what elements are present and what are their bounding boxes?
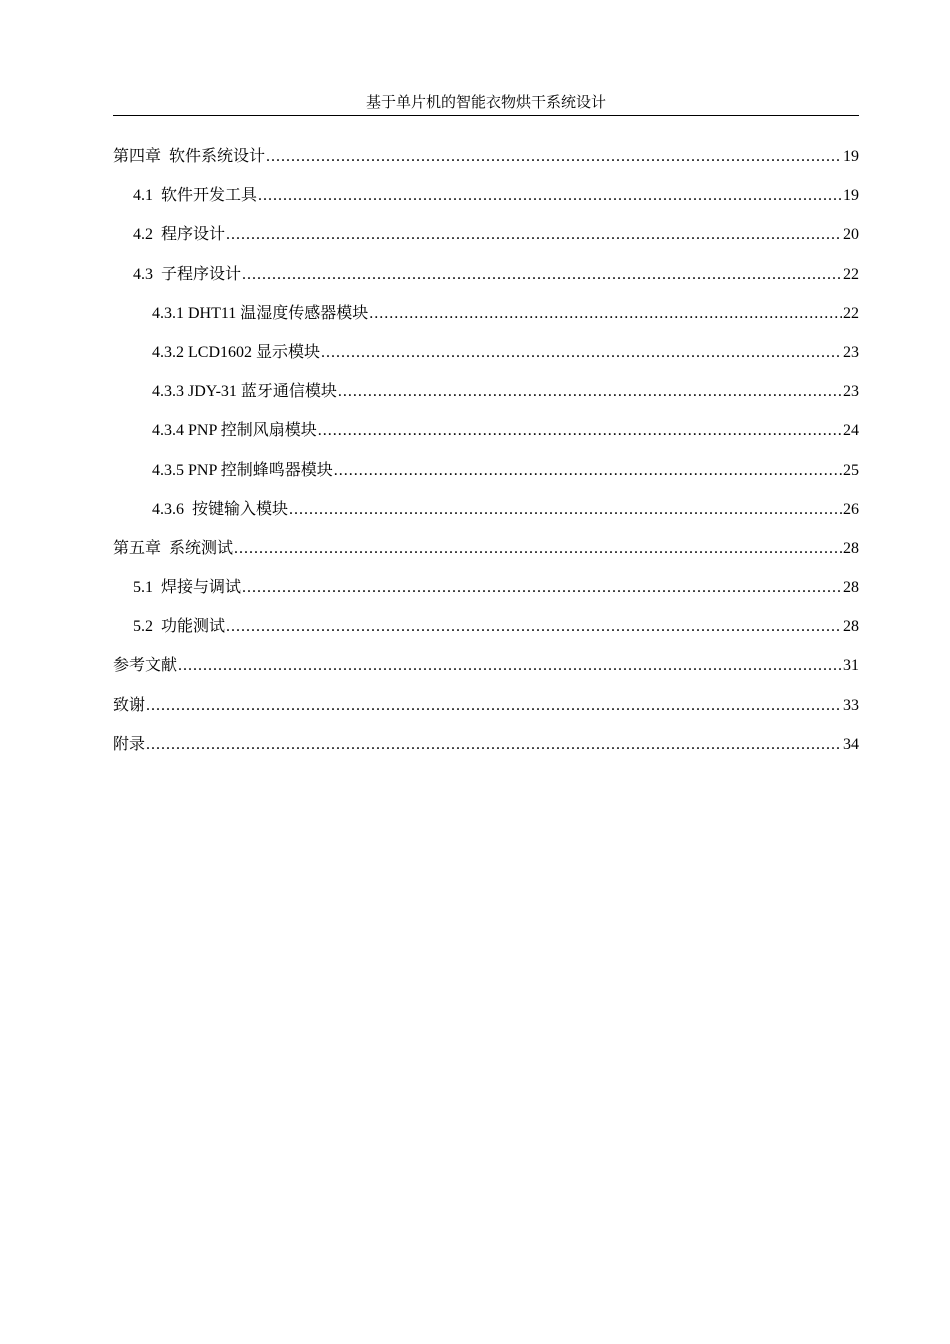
page-header: 基于单片机的智能衣物烘干系统设计 <box>365 95 606 111</box>
toc-page-number: 22 <box>843 265 859 283</box>
toc-dot-leader <box>266 146 842 168</box>
toc-entry-title: 4.3.4 PNP 控制风扇模块 <box>152 422 317 440</box>
toc-page-number: 22 <box>843 304 859 322</box>
toc-entry[interactable] <box>113 303 859 342</box>
toc-entry-title: 4.3.5 PNP 控制蜂鸣器模块 <box>152 461 333 479</box>
table-of-contents <box>113 146 859 773</box>
toc-page-number: 33 <box>843 696 859 714</box>
toc-dot-leader <box>242 577 842 599</box>
toc-entry[interactable] <box>113 655 859 694</box>
toc-dot-leader <box>178 655 842 677</box>
toc-page-number: 28 <box>843 539 859 557</box>
toc-entry-title: 4.1 软件开发工具 <box>133 187 258 205</box>
toc-entry-title: 第五章 系统测试 <box>113 539 234 557</box>
toc-entry-title: 第四章 软件系统设计 <box>113 148 266 165</box>
toc-entry[interactable] <box>113 577 859 616</box>
toc-dot-leader <box>226 224 842 246</box>
header-rule <box>113 115 859 116</box>
toc-page-number: 24 <box>843 422 859 440</box>
toc-page-number: 31 <box>843 657 859 675</box>
toc-page-number: 28 <box>843 618 859 636</box>
toc-entry[interactable] <box>113 734 859 773</box>
toc-dot-leader <box>234 538 842 560</box>
toc-page-number: 20 <box>843 226 859 244</box>
toc-entry-title: 5.1 焊接与调试 <box>133 579 242 597</box>
toc-entry-title: 4.2 程序设计 <box>133 226 226 244</box>
toc-dot-leader <box>242 264 842 286</box>
toc-page-number: 25 <box>843 461 859 479</box>
toc-entry-title: 致谢 <box>113 696 146 714</box>
toc-entry[interactable] <box>113 342 859 381</box>
toc-page-number: 23 <box>843 343 859 361</box>
toc-dot-leader <box>321 342 842 364</box>
toc-entry[interactable] <box>113 224 859 263</box>
toc-page-number: 26 <box>843 500 859 518</box>
toc-entry-title: 4.3.1 DHT11 温湿度传感器模块 <box>152 304 369 322</box>
toc-entry-title: 4.3.6 按键输入模块 <box>152 500 289 518</box>
toc-entry[interactable] <box>113 616 859 655</box>
toc-entry-title: 4.3 子程序设计 <box>133 265 242 283</box>
toc-entry[interactable] <box>113 146 859 185</box>
toc-entry[interactable] <box>113 264 859 303</box>
toc-entry-title: 5.2 功能测试 <box>133 618 226 636</box>
toc-page-number: 19 <box>843 148 859 165</box>
toc-dot-leader <box>318 420 842 442</box>
toc-entry[interactable] <box>113 499 859 538</box>
toc-dot-leader <box>146 734 842 756</box>
toc-entry[interactable] <box>113 185 859 224</box>
toc-page-number: 28 <box>843 579 859 597</box>
toc-entry-title: 参考文献 <box>113 657 178 675</box>
toc-entry-title: 4.3.2 LCD1602 显示模块 <box>152 343 321 361</box>
toc-page-number: 34 <box>843 735 859 753</box>
toc-dot-leader <box>334 460 842 482</box>
toc-dot-leader <box>258 185 842 207</box>
toc-dot-leader <box>226 616 842 638</box>
toc-entry-title: 附录 <box>113 735 146 753</box>
toc-dot-leader <box>338 381 842 403</box>
toc-entry[interactable] <box>113 420 859 459</box>
toc-entry[interactable] <box>113 381 859 420</box>
toc-dot-leader <box>369 303 842 325</box>
toc-dot-leader <box>146 695 842 717</box>
toc-dot-leader <box>289 499 842 521</box>
toc-page-number: 19 <box>843 187 859 205</box>
toc-page-number: 23 <box>843 383 859 401</box>
toc-entry[interactable] <box>113 695 859 734</box>
toc-entry[interactable] <box>113 538 859 577</box>
toc-entry-title: 4.3.3 JDY-31 蓝牙通信模块 <box>152 383 337 401</box>
toc-entry[interactable] <box>113 460 859 499</box>
